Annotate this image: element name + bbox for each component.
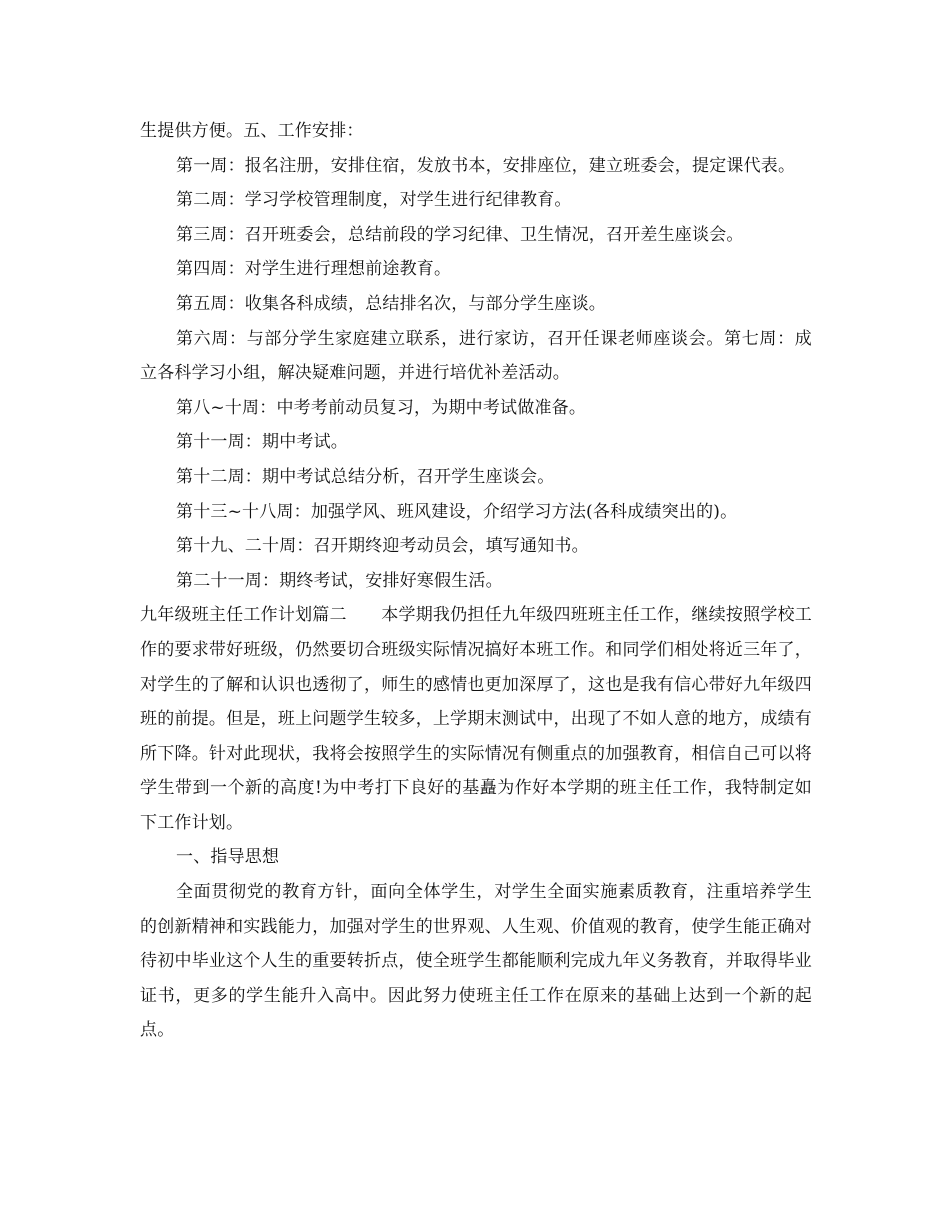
paragraph: 第八~十周：中考考前动员复习，为期中考试做准备。 xyxy=(176,397,587,418)
paragraph: 第十三~十八周：加强学风、班风建设，介绍学习方法(各科成绩突出的)。 xyxy=(176,501,738,522)
paragraph: 第四周：对学生进行理想前途教育。 xyxy=(176,259,452,280)
paragraph: 九年级班主任工作计划篇二 本学期我仍担任九年级四班班主任工作，继续按照学校工作的要求带好班级，仍然要切合班级实际情况搞好本班工作。和同学们相处将近三年了，对学生的了解和认识也透彻了，师生的感情也更加深厚了，这也是我有信心带好九年级四班的前提。但是，班上问题学生较多，上学期末测试中，出现了不如人意的地方，成绩有所下降。针对此现状，我将会按照学生的实际情况有侧重点的加强教育，相信自己可以将学生带到一个新的高度!为中考打下良好的基矗为作好本学期的班主任工作，我特制定如下工作计划。 xyxy=(140,605,812,833)
paragraph: 生提供方便。五、工作安排： xyxy=(140,121,364,141)
paragraph: 第十九、二十周：召开期终迎考动员会，填写通知书。 xyxy=(176,536,589,557)
paragraph: 第一周：报名注册，安排住宿，发放书本，安排座位，建立班委会，提定课代表。 xyxy=(176,155,796,176)
paragraph: 第三周：召开班委会，总结前段的学习纪律、卫生情况，召开差生座谈会。 xyxy=(176,224,744,245)
paragraph: 第十二周：期中考试总结分析，召开学生座谈会。 xyxy=(176,466,555,487)
paragraph: 第六周：与部分学生家庭建立联系，进行家访，召开任课老师座谈会。第七周：成立各科学习小组，解决疑难问题，并进行培优补差活动。 xyxy=(140,328,812,384)
section-heading: 一、指导思想 xyxy=(176,847,280,868)
paragraph: 第二十一周：期终考试，安排好寒假生活。 xyxy=(176,570,503,591)
paragraph: 第二周：学习学校管理制度，对学生进行纪律教育。 xyxy=(176,190,572,211)
paragraph: 第十一周：期中考试。 xyxy=(176,432,348,453)
paragraph: 全面贯彻党的教育方针，面向全体学生，对学生全面实施素质教育，注重培养学生的创新精神和实践能力，加强对学生的世界观、人生观、价值观的教育，使学生能正确对待初中毕业这个人生的重要转折点，使全班学生都能顺利完成九年义务教育，并取得毕业证书，更多的学生能升入高中。因此努力使班主任工作在原来的基础上达到一个新的起点。 xyxy=(140,882,812,1041)
paragraph: 第五周：收集各科成绩，总结排名次，与部分学生座谈。 xyxy=(176,293,606,314)
document-page xyxy=(140,114,812,1048)
